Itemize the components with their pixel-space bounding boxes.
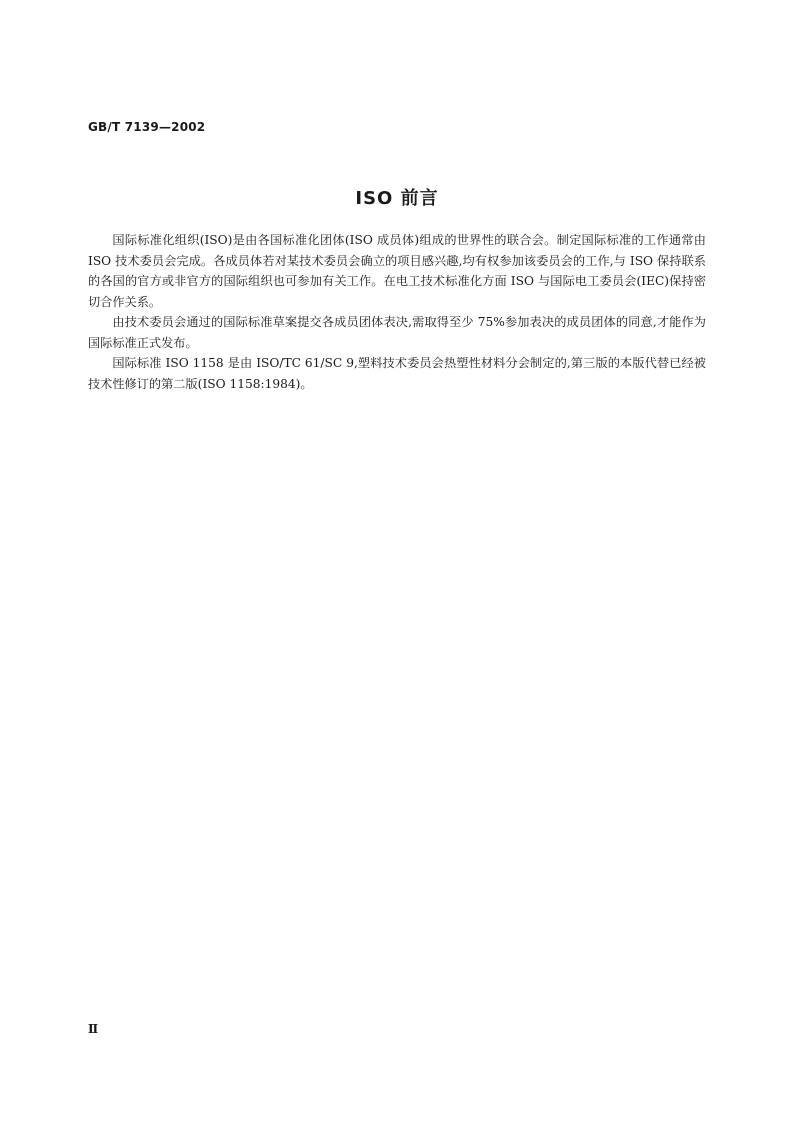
standard-number: GB/T 7139—2002 [88,120,206,134]
page-number: Ⅱ [88,1022,99,1036]
foreword-body [88,230,706,394]
paragraph-3: 国际标准 ISO 1158 是由 ISO/TC 61/SC 9,塑料技术委员会热塑性材料分会制定的,第三版的本版代替已经被技术性修订的第二版(ISO 1158:1984)。 [88,356,706,391]
page-title: ISO 前言 [355,188,439,209]
paragraph-2: 由技术委员会通过的国际标准草案提交各成员团体表决,需取得至少 75%参加表决的成员团体的同意,才能作为国际标准正式发布。 [88,315,706,350]
paragraph-1: 国际标准化组织(ISO)是由各国标准化团体(ISO 成员体)组成的世界性的联合会。制定国际标准的工作通常由 ISO 技术委员会完成。各成员体若对某技术委员会确立的项目感兴趣,均有权参加该委员会的工作,与 ISO 保持联系的各国的官方或非官方的国际组织也可参加有关工作。在电工技术标准化方面 ISO 与国际电工委员会(IEC)保持密切合作关系。 [88,233,706,309]
